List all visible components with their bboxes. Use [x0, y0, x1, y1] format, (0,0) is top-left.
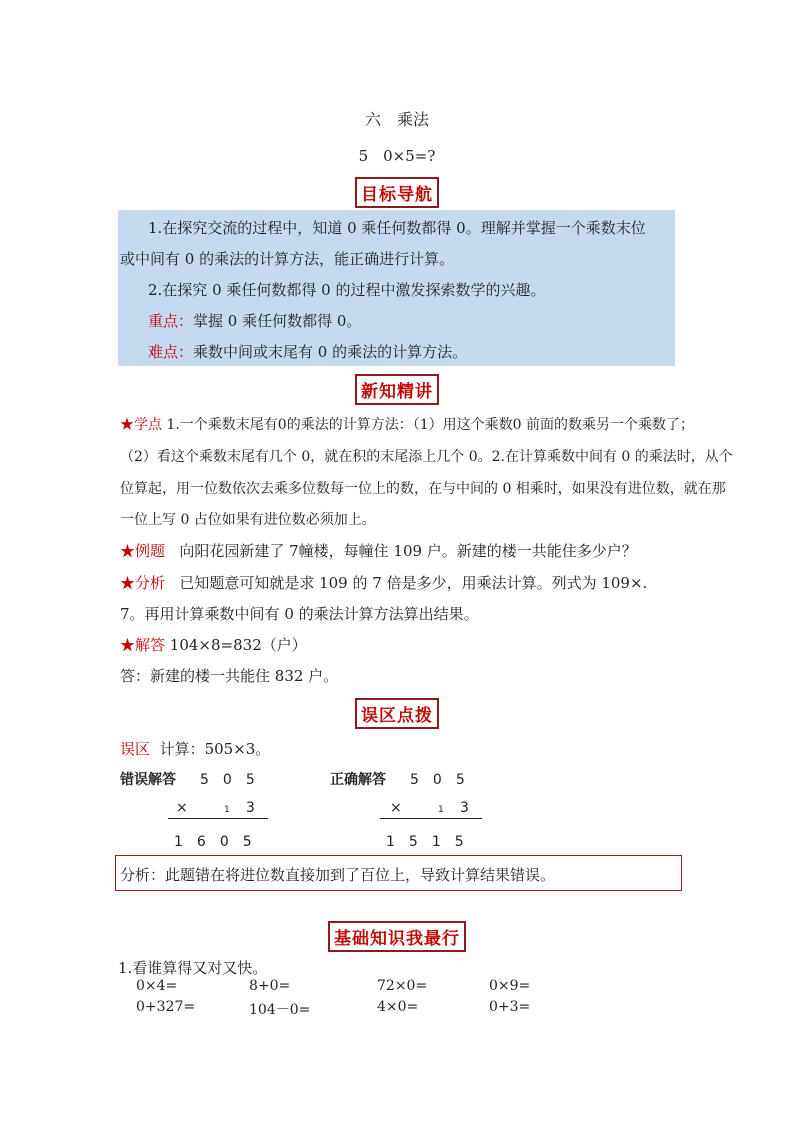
exercise-2-4: 0+3=: [489, 999, 531, 1015]
goals-title: 目标导航: [355, 177, 439, 208]
goal-line-1: 1.在探究交流的过程中，知道 0 乘任何数都得 0。理解并掌握一个乘数末位: [148, 219, 646, 237]
mistake-prompt: [120, 738, 270, 759]
exercise-2-2: 104－0=: [249, 1002, 311, 1018]
analysis-text-1: 已知题意可知就是求 109 的 7 倍是多少，用乘法计算。列式为 109×.: [179, 574, 648, 592]
right-rule: [380, 818, 482, 819]
right-carry: 1: [438, 805, 444, 815]
analysis-box: [115, 855, 682, 891]
exercise-1-2: 8+0=: [249, 978, 291, 994]
goals-box: [118, 210, 675, 366]
hard-text: 乘数中间或末尾有 0 的乘法的计算方法。: [193, 343, 468, 361]
exercise-1-4: 0×9=: [489, 978, 531, 994]
exercise-1-1: 0×4=: [136, 978, 178, 994]
analysis-note: 分析：此题错在将进位数直接加到了百位上，导致计算结果错误。: [120, 866, 556, 884]
right-multiplier: 3: [460, 800, 469, 816]
wrong-carry: 1: [224, 805, 230, 815]
chapter-title: 六 乘法: [364, 110, 429, 129]
analysis-line-1: [120, 572, 647, 593]
answer-line: [120, 634, 307, 655]
question-1: 1.看谁算得又对又快。: [118, 959, 268, 977]
new-title: 新知精讲: [355, 374, 439, 405]
exercise-1-3: 72×0=: [377, 978, 428, 994]
wrong-times-sign: ×: [176, 800, 188, 816]
key-text: 掌握 0 乘任何数都得 0。: [193, 312, 362, 330]
mistake-prompt-text: 计算：505×3。: [159, 740, 271, 758]
key-label: 重点：: [148, 312, 194, 330]
point-line-4: 一位上写 0 占位如果有进位数必须加上。: [120, 512, 376, 528]
goal-line-2: 或中间有 0 的乘法的计算方法，能正确进行计算。: [120, 250, 455, 268]
goals-heading: [0, 177, 794, 208]
wrong-label: 错误解答: [120, 772, 176, 788]
point-line-1: [120, 414, 694, 434]
wrong-rule: [168, 818, 268, 819]
mistake-heading: [0, 698, 794, 729]
analysis-label: ★分析: [120, 574, 166, 592]
right-times-sign: ×: [390, 800, 402, 816]
goal-hard: [148, 341, 705, 362]
goal-key: [148, 310, 705, 331]
basic-title: 基础知识我最行: [328, 921, 466, 952]
wrong-top-digits: 5 0 5: [200, 772, 255, 788]
answer-text: 104×8=832（户）: [169, 636, 307, 654]
lesson-title: 5 0×5=?: [358, 147, 436, 165]
example-label: ★例题: [120, 542, 166, 560]
basic-heading: [0, 921, 794, 952]
right-label: 正确解答: [330, 772, 386, 788]
right-result: 1 5 1 5: [386, 834, 464, 850]
analysis-line-2: 7。再用计算乘数中间有 0 的乘法计算方法算出结果。: [120, 605, 479, 623]
mistake-prompt-label: 误区: [120, 740, 151, 758]
goal-line-3: 2.在探究 0 乘任何数都得 0 的过程中激发探索数学的兴趣。: [148, 281, 546, 299]
point-line-3: 位算起，用一位数依次去乘多位数每一位上的数，在与中间的 0 相乘时，如果没有进位数，就在那: [120, 481, 726, 497]
right-top-digits: 5 0 5: [410, 772, 465, 788]
answer-label: ★解答: [120, 636, 166, 654]
hard-label: 难点：: [148, 343, 194, 361]
example-text: 向阳花园新建了 7幢楼，每幢住 109 户。新建的楼一共能住多少户？: [179, 542, 637, 560]
mistake-title: 误区点拨: [355, 698, 439, 729]
wrong-multiplier: 3: [246, 800, 255, 816]
point-label: ★学点: [120, 417, 162, 433]
point-text-1: 1.一个乘数末尾有0的乘法的计算方法：（1）用这个乘数0 前面的数乘另一个乘数了；: [166, 417, 694, 433]
new-heading: [0, 374, 794, 405]
exercise-2-1: 0+327=: [136, 999, 196, 1015]
example-line: [120, 540, 637, 561]
point-line-2: （2）看这个乘数末尾有几个 0，就在积的末尾添上几个 0。2.在计算乘数中间有 0 的乘法时，从个: [120, 449, 733, 465]
wrong-result: 1 6 0 5: [174, 834, 252, 850]
reply-line: 答：新建的楼一共能住 832 户。: [120, 667, 339, 685]
exercise-2-3: 4×0=: [377, 999, 419, 1015]
